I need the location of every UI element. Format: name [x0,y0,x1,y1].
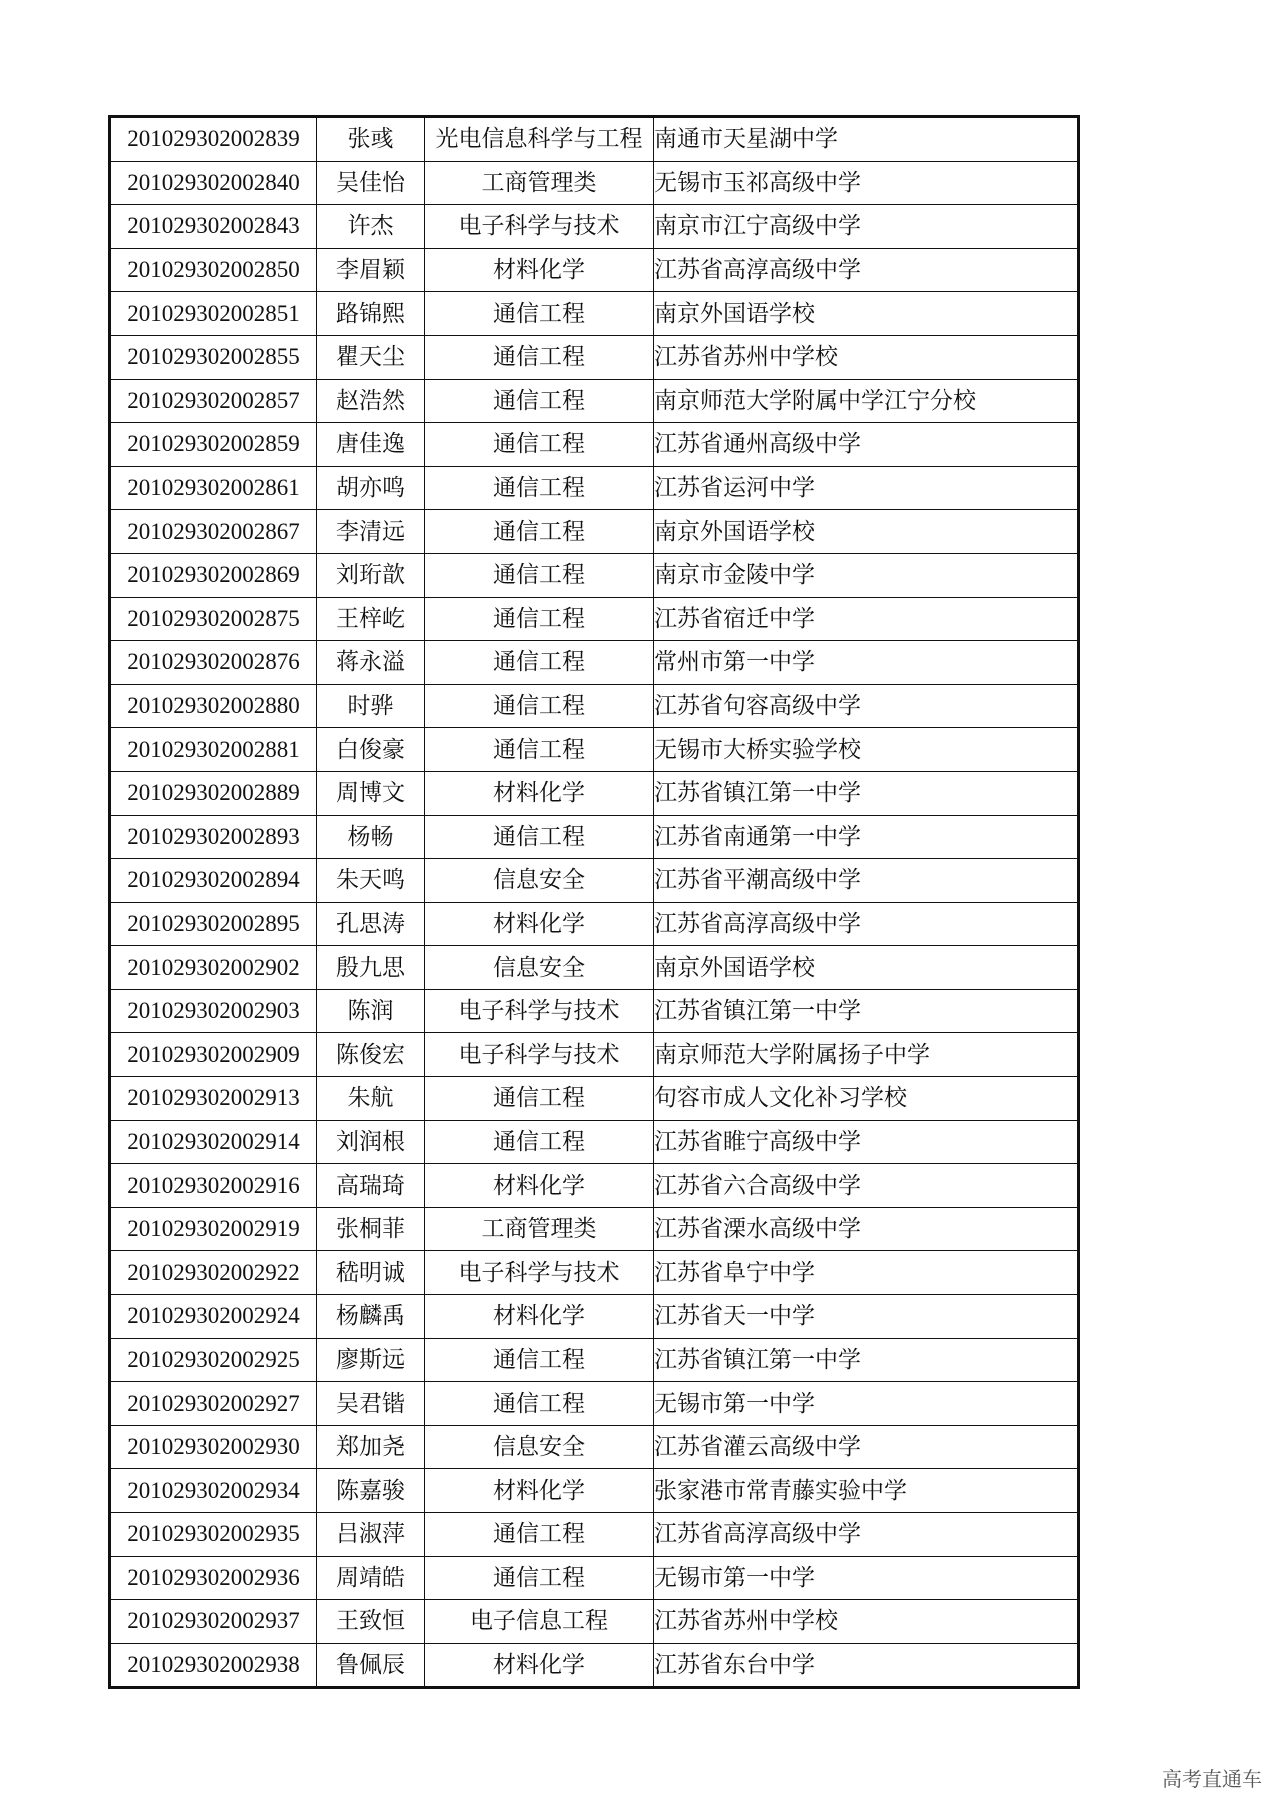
major-cell: 材料化学 [425,771,654,815]
table-row [110,1600,1079,1644]
school-cell: 江苏省句容高级中学 [654,684,1079,728]
school-cell: 江苏省镇江第一中学 [654,1338,1079,1382]
major-cell: 通信工程 [425,728,654,772]
exam-number-cell: 201029302002851 [110,292,317,336]
table-row [110,859,1079,903]
exam-number-cell: 201029302002895 [110,902,317,946]
exam-number-cell: 201029302002934 [110,1469,317,1513]
student-name-cell: 周博文 [317,771,425,815]
exam-number-cell: 201029302002913 [110,1077,317,1121]
student-name-cell: 刘润根 [317,1120,425,1164]
exam-number-cell: 201029302002880 [110,684,317,728]
exam-number-cell: 201029302002843 [110,205,317,249]
school-cell: 句容市成人文化补习学校 [654,1077,1079,1121]
school-cell: 江苏省宿迁中学 [654,597,1079,641]
school-cell: 江苏省苏州中学校 [654,1600,1079,1644]
student-name-cell: 陈润 [317,989,425,1033]
major-cell: 工商管理类 [425,161,654,205]
school-cell: 南京市金陵中学 [654,553,1079,597]
exam-number-cell: 201029302002938 [110,1643,317,1688]
major-cell: 通信工程 [425,1382,654,1426]
exam-number-cell: 201029302002937 [110,1600,317,1644]
table-row [110,815,1079,859]
table-row [110,641,1079,685]
major-cell: 工商管理类 [425,1207,654,1251]
student-name-cell: 白俊豪 [317,728,425,772]
student-name-cell: 蒋永溢 [317,641,425,685]
table-row [110,1077,1079,1121]
table-row [110,510,1079,554]
school-cell: 南京市江宁高级中学 [654,205,1079,249]
exam-number-cell: 201029302002930 [110,1425,317,1469]
table-row [110,946,1079,990]
table-row [110,902,1079,946]
student-name-cell: 张桐菲 [317,1207,425,1251]
major-cell: 电子科学与技术 [425,1251,654,1295]
table-row [110,292,1079,336]
school-cell: 江苏省通州高级中学 [654,423,1079,467]
table-body [110,117,1079,1688]
major-cell: 通信工程 [425,641,654,685]
student-name-cell: 殷九思 [317,946,425,990]
major-cell: 材料化学 [425,1295,654,1339]
major-cell: 通信工程 [425,379,654,423]
school-cell: 江苏省平潮高级中学 [654,859,1079,903]
exam-number-cell: 201029302002857 [110,379,317,423]
table-row [110,771,1079,815]
table-row [110,1382,1079,1426]
table-row [110,1295,1079,1339]
student-name-cell: 陈俊宏 [317,1033,425,1077]
student-name-cell: 李眉颖 [317,248,425,292]
school-cell: 江苏省运河中学 [654,466,1079,510]
student-name-cell: 朱天鸣 [317,859,425,903]
school-cell: 江苏省灌云高级中学 [654,1425,1079,1469]
exam-number-cell: 201029302002916 [110,1164,317,1208]
student-name-cell: 李清远 [317,510,425,554]
table-row [110,1207,1079,1251]
school-cell: 江苏省南通第一中学 [654,815,1079,859]
school-cell: 无锡市大桥实验学校 [654,728,1079,772]
student-name-cell: 唐佳逸 [317,423,425,467]
student-name-cell: 嵇明诚 [317,1251,425,1295]
exam-number-cell: 201029302002914 [110,1120,317,1164]
student-name-cell: 胡亦鸣 [317,466,425,510]
exam-number-cell: 201029302002861 [110,466,317,510]
major-cell: 通信工程 [425,1120,654,1164]
student-name-cell: 鲁佩辰 [317,1643,425,1688]
exam-number-cell: 201029302002869 [110,553,317,597]
table-row [110,205,1079,249]
major-cell: 通信工程 [425,553,654,597]
student-name-cell: 张彧 [317,117,425,162]
student-name-cell: 朱航 [317,1077,425,1121]
student-name-cell: 吕淑萍 [317,1513,425,1557]
school-cell: 江苏省高淳高级中学 [654,248,1079,292]
student-name-cell: 许杰 [317,205,425,249]
school-cell: 江苏省镇江第一中学 [654,771,1079,815]
table-row [110,335,1079,379]
school-cell: 江苏省苏州中学校 [654,335,1079,379]
major-cell: 通信工程 [425,1513,654,1557]
major-cell: 通信工程 [425,466,654,510]
table-row [110,466,1079,510]
major-cell: 通信工程 [425,684,654,728]
table-row [110,1469,1079,1513]
table-row [110,597,1079,641]
table-row [110,117,1079,162]
student-name-cell: 王致恒 [317,1600,425,1644]
school-cell: 无锡市玉祁高级中学 [654,161,1079,205]
exam-number-cell: 201029302002902 [110,946,317,990]
student-name-cell: 刘珩歆 [317,553,425,597]
student-name-cell: 路锦熙 [317,292,425,336]
exam-number-cell: 201029302002903 [110,989,317,1033]
table-row [110,553,1079,597]
exam-number-cell: 201029302002840 [110,161,317,205]
major-cell: 通信工程 [425,292,654,336]
student-name-cell: 吴君锴 [317,1382,425,1426]
major-cell: 信息安全 [425,946,654,990]
student-name-cell: 孔思涛 [317,902,425,946]
student-name-cell: 赵浩然 [317,379,425,423]
table-row [110,1033,1079,1077]
admission-list-table [108,115,1080,1689]
table-row [110,1643,1079,1688]
student-name-cell: 王梓屹 [317,597,425,641]
exam-number-cell: 201029302002893 [110,815,317,859]
table-row [110,1425,1079,1469]
major-cell: 材料化学 [425,248,654,292]
school-cell: 常州市第一中学 [654,641,1079,685]
school-cell: 南京外国语学校 [654,946,1079,990]
exam-number-cell: 201029302002935 [110,1513,317,1557]
table-row [110,1338,1079,1382]
major-cell: 通信工程 [425,423,654,467]
table-row [110,248,1079,292]
table-row [110,1164,1079,1208]
student-name-cell: 周靖皓 [317,1556,425,1600]
table-row [110,684,1079,728]
major-cell: 通信工程 [425,335,654,379]
exam-number-cell: 201029302002839 [110,117,317,162]
table-row [110,379,1079,423]
exam-number-cell: 201029302002925 [110,1338,317,1382]
exam-number-cell: 201029302002881 [110,728,317,772]
exam-number-cell: 201029302002922 [110,1251,317,1295]
school-cell: 江苏省高淳高级中学 [654,902,1079,946]
major-cell: 信息安全 [425,859,654,903]
major-cell: 光电信息科学与工程 [425,117,654,162]
school-cell: 江苏省高淳高级中学 [654,1513,1079,1557]
school-cell: 南京外国语学校 [654,510,1079,554]
table-row [110,989,1079,1033]
table-row [110,1513,1079,1557]
exam-number-cell: 201029302002875 [110,597,317,641]
major-cell: 材料化学 [425,1643,654,1688]
exam-number-cell: 201029302002850 [110,248,317,292]
student-name-cell: 高瑞琦 [317,1164,425,1208]
exam-number-cell: 201029302002859 [110,423,317,467]
exam-number-cell: 201029302002927 [110,1382,317,1426]
major-cell: 电子科学与技术 [425,205,654,249]
exam-number-cell: 201029302002909 [110,1033,317,1077]
exam-number-cell: 201029302002936 [110,1556,317,1600]
school-cell: 江苏省天一中学 [654,1295,1079,1339]
table-row [110,423,1079,467]
major-cell: 电子科学与技术 [425,989,654,1033]
school-cell: 南京师范大学附属中学江宁分校 [654,379,1079,423]
school-cell: 张家港市常青藤实验中学 [654,1469,1079,1513]
school-cell: 南京师范大学附属扬子中学 [654,1033,1079,1077]
student-name-cell: 瞿天尘 [317,335,425,379]
school-cell: 南通市天星湖中学 [654,117,1079,162]
student-name-cell: 廖斯远 [317,1338,425,1382]
student-name-cell: 杨畅 [317,815,425,859]
school-cell: 江苏省东台中学 [654,1643,1079,1688]
table-row [110,1120,1079,1164]
table-row [110,161,1079,205]
major-cell: 通信工程 [425,510,654,554]
student-name-cell: 郑加尧 [317,1425,425,1469]
school-cell: 江苏省阜宁中学 [654,1251,1079,1295]
school-cell: 无锡市第一中学 [654,1382,1079,1426]
exam-number-cell: 201029302002894 [110,859,317,903]
exam-number-cell: 201029302002919 [110,1207,317,1251]
major-cell: 通信工程 [425,1077,654,1121]
major-cell: 材料化学 [425,1469,654,1513]
major-cell: 通信工程 [425,597,654,641]
school-cell: 江苏省六合高级中学 [654,1164,1079,1208]
table-row [110,1556,1079,1600]
exam-number-cell: 201029302002867 [110,510,317,554]
school-cell: 江苏省镇江第一中学 [654,989,1079,1033]
major-cell: 通信工程 [425,1338,654,1382]
student-name-cell: 吴佳怡 [317,161,425,205]
watermark-text: 高考直通车 [1162,1767,1262,1791]
student-name-cell: 杨麟禹 [317,1295,425,1339]
major-cell: 信息安全 [425,1425,654,1469]
major-cell: 材料化学 [425,902,654,946]
major-cell: 通信工程 [425,815,654,859]
major-cell: 材料化学 [425,1164,654,1208]
student-name-cell: 陈嘉骏 [317,1469,425,1513]
major-cell: 通信工程 [425,1556,654,1600]
school-cell: 南京外国语学校 [654,292,1079,336]
exam-number-cell: 201029302002876 [110,641,317,685]
student-name-cell: 时骅 [317,684,425,728]
exam-number-cell: 201029302002889 [110,771,317,815]
school-cell: 江苏省睢宁高级中学 [654,1120,1079,1164]
school-cell: 无锡市第一中学 [654,1556,1079,1600]
school-cell: 江苏省溧水高级中学 [654,1207,1079,1251]
major-cell: 电子信息工程 [425,1600,654,1644]
exam-number-cell: 201029302002924 [110,1295,317,1339]
major-cell: 电子科学与技术 [425,1033,654,1077]
table-row [110,728,1079,772]
exam-number-cell: 201029302002855 [110,335,317,379]
table-row [110,1251,1079,1295]
